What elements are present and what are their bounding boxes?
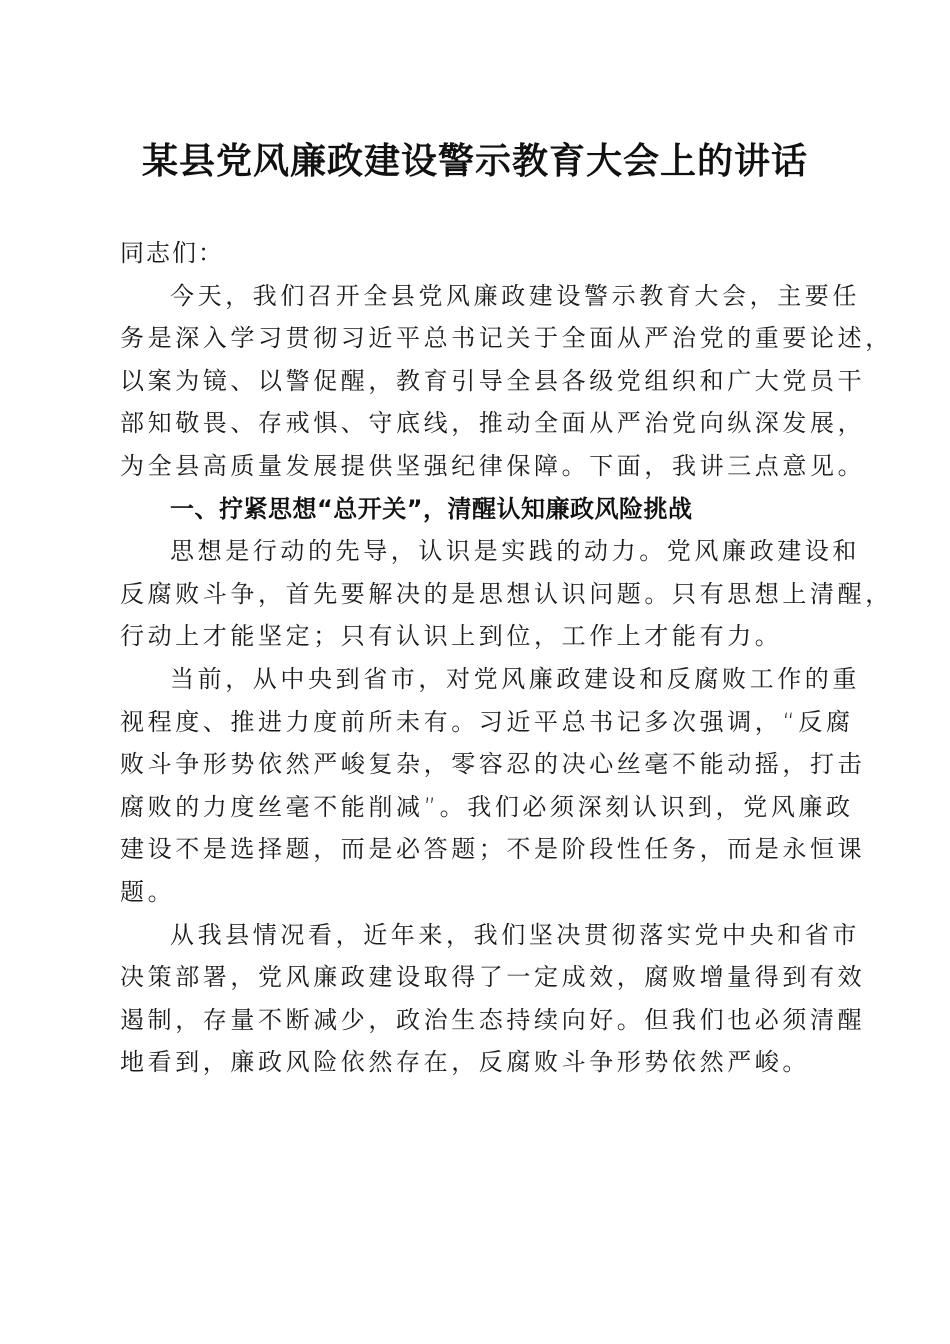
paragraph-line: 当前，从中央到省市，对党风廉政建设和反腐败工作的重 <box>170 664 860 693</box>
paragraph-line: 从我县情况看，近年来，我们坚决贯彻落实党中央和省市 <box>170 920 860 949</box>
document-title: 某县党风廉政建设警示教育大会上的讲话 <box>141 140 808 182</box>
paragraph-line: 题。 <box>120 877 176 906</box>
paragraph-line: 思想是行动的先导，认识是实践的动力。党风廉政建设和 <box>170 537 860 566</box>
document-body <box>120 232 893 1084</box>
paragraph-line: 务是深入学习贯彻习近平总书记关于全面从严治党的重要论述， <box>120 324 893 353</box>
paragraph-county-situation <box>120 914 866 1084</box>
paragraph-line: 腐败的力度丝毫不能削减”。我们必须深刻认识到，党风廉政 <box>120 792 854 821</box>
paragraph-line: 败斗争形势依然严峻复杂，零容忍的决心丝毫不能动摇，打击 <box>120 750 866 779</box>
paragraph-line: 反腐败斗争，首先要解决的是思想认识问题。只有思想上清醒， <box>120 579 893 608</box>
paragraph-line: 以案为镜、以警促醒，教育引导全县各级党组织和广大党员干 <box>120 366 866 395</box>
section-heading-1: 一、拧紧思想“总开关”，清醒认知廉政风险挑战 <box>170 494 693 523</box>
paragraph-line: 建设不是选择题，而是必答题；不是阶段性任务，而是永恒课 <box>120 835 866 864</box>
paragraph-thinking <box>120 530 893 658</box>
paragraph-line: 地看到，廉政风险依然存在，反腐败斗争形势依然严峻。 <box>120 1048 810 1077</box>
salutation: 同志们： <box>120 239 224 267</box>
paragraph-line: 决策部署，党风廉政建设取得了一定成效，腐败增量得到有效 <box>120 963 866 992</box>
paragraph-line: 今天，我们召开全县党风廉政建设警示教育大会，主要任 <box>170 281 860 310</box>
paragraph-line: 视程度、推进力度前所未有。习近平总书记多次强调，“反腐 <box>120 707 854 736</box>
paragraph-line: 遏制，存量不断减少，政治生态持续向好。但我们也必须清醒 <box>120 1005 866 1034</box>
paragraph-opening <box>120 275 893 488</box>
paragraph-current-situation <box>120 658 866 914</box>
paragraph-line: 为全县高质量发展提供坚强纪律保障。下面，我讲三点意见。 <box>120 451 866 480</box>
paragraph-line: 部知敬畏、存戒惧、守底线，推动全面从严治党向纵深发展， <box>120 409 866 438</box>
paragraph-line: 行动上才能坚定；只有认识上到位，工作上才能有力。 <box>120 622 783 651</box>
